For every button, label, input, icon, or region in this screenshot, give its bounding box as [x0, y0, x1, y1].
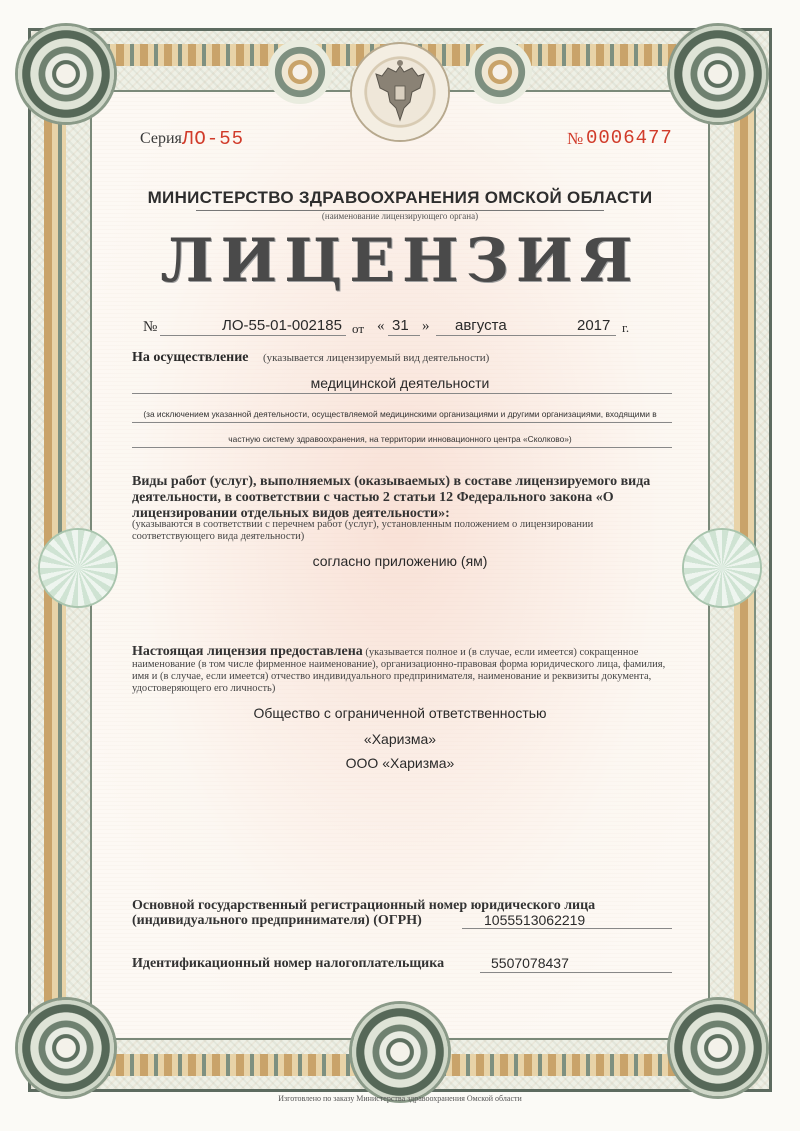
- coat-of-arms-emblem: [352, 44, 448, 140]
- activity-label: На осуществление: [132, 350, 249, 365]
- activity-hint: (указывается лицензируемый вид деятельности): [263, 352, 490, 364]
- from-word: от: [352, 321, 365, 336]
- licensee-short-name: ООО «Харизма»: [345, 755, 455, 771]
- activity-exclusion-line-2: частную систему здравоохранения, на территории инновационного центра «Сколково»): [228, 434, 572, 444]
- ogrn-label-line-1: Основной государственный регистрационный номер юридического лица: [132, 898, 596, 913]
- top-right-rosette: [468, 40, 532, 104]
- top-left-rosette: [268, 40, 332, 104]
- series-value: ЛО-55: [182, 128, 245, 150]
- ogrn-value: 1055513062219: [484, 912, 586, 928]
- inn-value: 5507078437: [491, 955, 569, 971]
- corner-rosette-bottom-left: [18, 1000, 114, 1096]
- series-label: Серия: [140, 130, 182, 147]
- blank-number-value: 0006477: [586, 127, 673, 149]
- printer-note: Изготовлено по заказу Министерства здравоохранения Омской области: [278, 1094, 522, 1103]
- corner-rosette-top-right: [670, 26, 766, 122]
- registration-number-underline: [160, 335, 346, 336]
- quote-open: «: [377, 318, 385, 334]
- corner-rosette-bottom-right: [670, 1000, 766, 1096]
- bottom-center-rosette: [352, 1004, 448, 1100]
- inn-label: Идентификационный номер налогоплательщика: [132, 956, 445, 971]
- year-suffix: г.: [622, 320, 630, 335]
- licensee-hint: (указывается полное и (в случае, если имеется) сокращенное наименование (в том числе фирменное наименование), организационно-правовая форма юридического лица, фамилия, имя и (в случае, если имеется) отчество индивидуального предпринимателя, наименование и реквизиты документа, удостоверяющего его личность): [132, 647, 666, 694]
- quote-close: »: [422, 318, 430, 334]
- double-headed-eagle-icon: [370, 58, 430, 126]
- exclusion-underline-1: [132, 422, 672, 423]
- corner-rosette-top-left: [18, 26, 114, 122]
- blank-number-label: №: [567, 129, 584, 148]
- activity-exclusion-line-1: (за исключением указанной деятельности, осуществляемой медицинскими организациями и другими организациями, входящими в: [143, 409, 657, 419]
- registration-day: 31: [392, 317, 409, 334]
- works-statement: Виды работ (услуг), выполняемых (оказываемых) в составе лицензируемого вида деятельности, в соответствии с частью 2 статьи 12 Федерального закона «О лицензировании отдельных видов деятельности»:: [132, 474, 651, 521]
- registration-year: 2017: [577, 317, 611, 334]
- exclusion-underline-2: [132, 447, 672, 448]
- issuing-authority: МИНИСТЕРСТВО ЗДРАВООХРАНЕНИЯ ОМСКОЙ ОБЛАСТИ: [147, 188, 653, 207]
- registration-month: августа: [455, 317, 507, 334]
- activity-underline: [132, 393, 672, 394]
- authority-caption: (наименование лицензирующего органа): [321, 211, 479, 221]
- ogrn-label-line-2: (индивидуального предпринимателя) (ОГРН): [132, 913, 422, 928]
- works-value: согласно приложению (ям): [312, 553, 488, 569]
- works-hint: (указываются в соответствии с перечнем работ (услуг), установленным положением о лицензировании соответствующего вида деятельности): [132, 519, 594, 542]
- licensee-block: [132, 646, 672, 695]
- ogrn-underline: [462, 928, 672, 929]
- day-underline: [388, 335, 420, 336]
- activity-value: медицинской деятельности: [310, 375, 490, 391]
- month-year-underline: [436, 335, 616, 336]
- licensee-full-name-line-1: Общество с ограниченной ответственностью: [253, 705, 547, 721]
- licensee-full-name-line-2: «Харизма»: [363, 731, 437, 747]
- document-title: ЛИЦЕНЗИЯ: [160, 226, 640, 296]
- licensee-label: Настоящая лицензия предоставлена: [132, 644, 363, 659]
- inn-underline: [480, 972, 672, 973]
- registration-number: ЛО-55-01-002185: [222, 317, 342, 334]
- registration-number-sign: №: [143, 319, 158, 335]
